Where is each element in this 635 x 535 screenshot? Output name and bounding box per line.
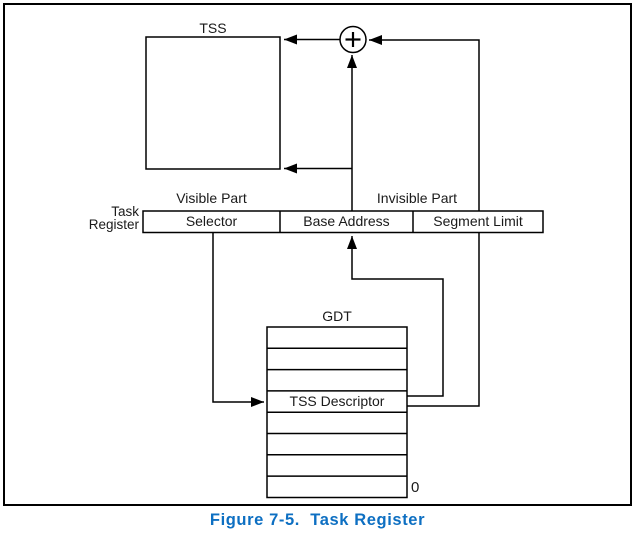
gdt-label: GDT [322, 308, 352, 324]
arrow-selector-to-tss-descriptor [213, 233, 264, 403]
tss-box [146, 37, 280, 169]
plus-in-circle-icon [340, 27, 366, 53]
arrow-segment-limit-to-adder [369, 40, 479, 211]
gdt-base-offset-label: 0 [411, 479, 420, 496]
task-register-label [84, 206, 139, 231]
tss-descriptor-label: TSS Descriptor [289, 393, 385, 409]
selector-cell-label: Selector [185, 213, 238, 229]
task-register-label-line2: Register [88, 216, 139, 232]
tss-label: TSS [199, 20, 227, 36]
base-address-cell-label: Base Address [303, 213, 390, 229]
gdt-row-dividers [267, 348, 407, 476]
invisible-part-label: Invisible Part [376, 190, 458, 206]
figure-caption: Figure 7-5. Task Register [209, 511, 426, 529]
visible-part-label: Visible Part [176, 190, 247, 206]
figure-border [4, 4, 631, 505]
segment-limit-cell-label: Segment Limit [433, 213, 523, 229]
task-register-label-line1: Task [111, 204, 139, 219]
